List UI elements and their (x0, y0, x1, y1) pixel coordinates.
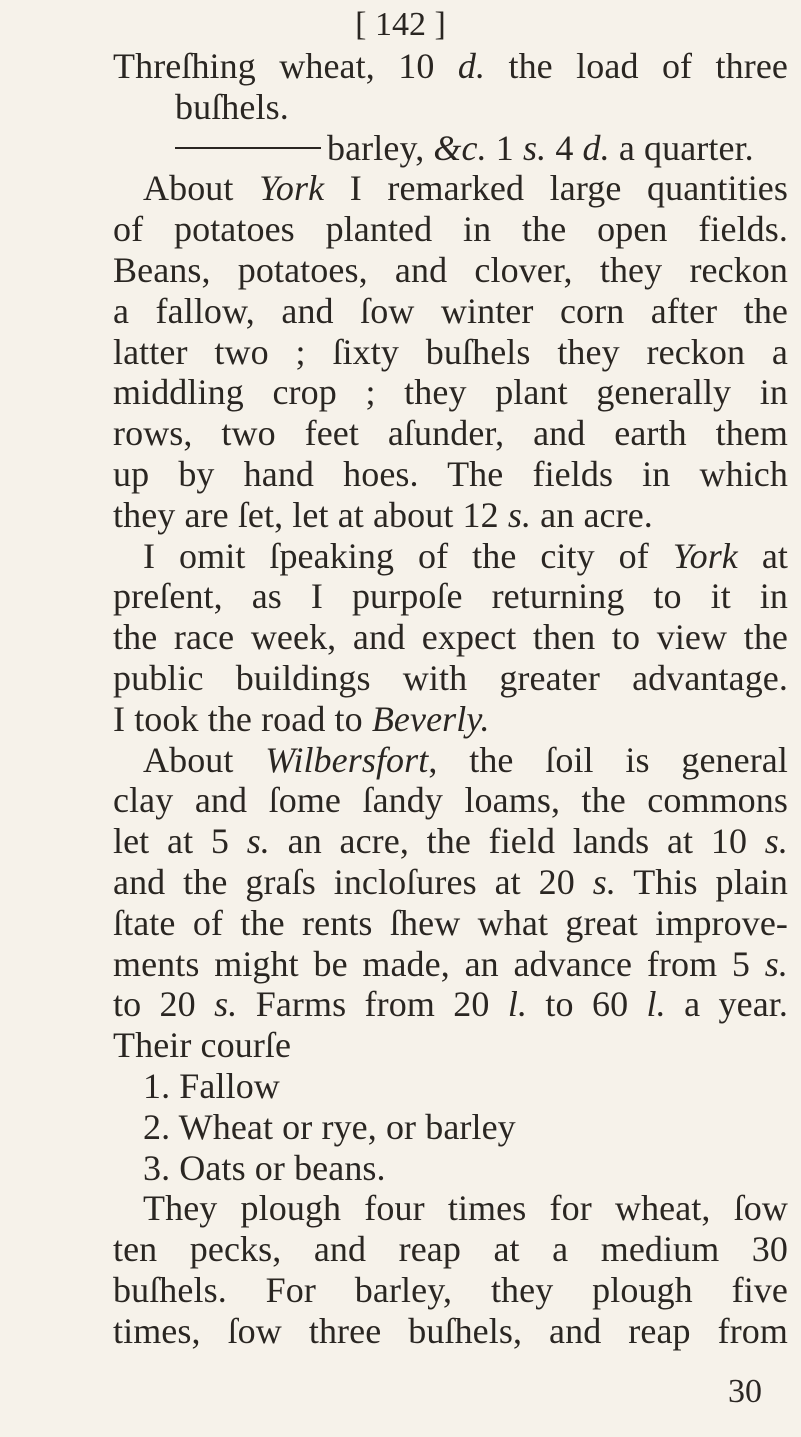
text-line: Their courſe (113, 1025, 292, 1066)
text-line: ments might be made, an advance from 5 s. (113, 943, 788, 984)
text-line: middling crop ; they plant generally in (113, 372, 788, 413)
text-line: rows, two feet aſunder, and earth them (113, 413, 788, 454)
text-line: and the graſs incloſures at 20 s. This plain (113, 862, 788, 902)
text-line: preſent, as I purpoſe returning to it in (113, 576, 788, 617)
text-line: Beans, potatoes, and clover, they reckon (113, 250, 788, 290)
text-line: let at 5 s. an acre, the field lands at 10 s. (113, 821, 788, 862)
text-line: times, ſow three buſhels, and reap from (113, 1310, 788, 1351)
text-line: 2. Wheat or rye, or barley (143, 1106, 516, 1147)
text-line: to 20 s. Farms from 20 l. to 60 l. a year. (113, 984, 789, 1025)
text-line: ten pecks, and reap at a medium 30 (113, 1229, 788, 1270)
text-line: About Wilbersfort, the ſoil is general (143, 739, 788, 780)
text-line: 1. Fallow (143, 1066, 280, 1106)
text-line: of potatoes planted in the open fields. (113, 209, 788, 250)
text-line: I omit ſpeaking of the city of York at (143, 535, 788, 576)
page-number: [ 142 ] (355, 6, 446, 43)
text-line: clay and ſome ſandy loams, the commons (113, 780, 788, 821)
text-line: They plough four times for wheat, ſow (143, 1188, 788, 1229)
text-line: they are ſet, let at about 12 s. an acre. (113, 494, 653, 535)
catchword: 30 (728, 1373, 762, 1410)
text-line: About York I remarked large quantities (143, 168, 788, 209)
text-line: latter two ; ſixty buſhels they reckon a (113, 331, 788, 372)
text-line: the race week, and expect then to view the (113, 617, 788, 658)
text-line: ſtate of the rents ſhew what great improve- (113, 902, 788, 943)
text-line: barley, &c. 1 s. 4 d. a quarter. (175, 126, 780, 170)
text-line: public buildings with greater advantage. (113, 658, 788, 698)
text-line: I took the road to Beverly. (113, 698, 490, 739)
text-line: buſhels. (175, 86, 289, 127)
text-line: buſhels. For barley, they plough five (113, 1270, 788, 1310)
text-line: a fallow, and ſow winter corn after the (113, 290, 788, 331)
text-line: 3. Oats or beans. (143, 1147, 386, 1188)
text-line: up by hand hoes. The fields in which (113, 454, 788, 494)
text-line: Threſhing wheat, 10 d. the load of three (113, 46, 788, 86)
